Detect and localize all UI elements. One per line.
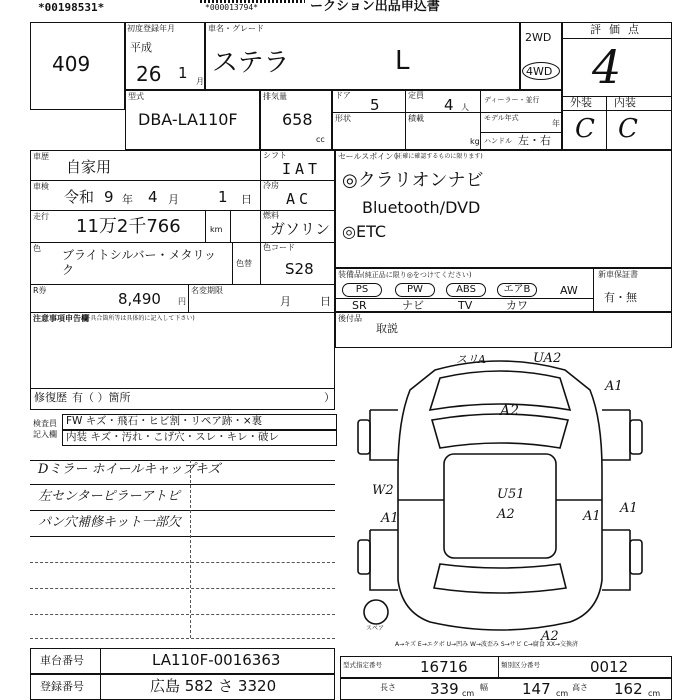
inspection-month: 4 (148, 188, 158, 206)
displacement-label: 排気量 (263, 92, 287, 101)
new-guarantee-label: 新車保証書 (598, 270, 638, 279)
inspection-label: 車検 (33, 182, 49, 191)
form-title: ークション出品申込書 (310, 0, 440, 14)
mileage-value: 11万2千766 (76, 216, 181, 237)
inspection-year: 9 (104, 188, 114, 206)
mileage-unit: km (210, 225, 223, 234)
drive-2wd: 2WD (525, 31, 552, 44)
category-value: 0012 (590, 658, 629, 676)
repair-history-value: 有（ ）箇所 (72, 391, 131, 404)
reg-era: 平成 (130, 41, 152, 54)
sales-points-sublabel: (正確に確認するものに限ります) (394, 153, 483, 160)
inspector-row-2-text: 内装 キズ・汚れ・こげ穴・スレ・キレ・破レ (66, 431, 280, 443)
chassis-label: 車台番号 (40, 654, 84, 667)
shift-value: IAT (282, 160, 322, 178)
equip-ps: PS (342, 283, 382, 297)
usage-label: 車歴 (33, 152, 49, 161)
color-code-label: 色コード (263, 243, 295, 252)
sales-points-label: セールスポイント (338, 152, 402, 161)
name-change-day-unit: 日 (320, 295, 331, 308)
width-label: 幅 (480, 683, 488, 692)
inspection-era: 令和 (64, 188, 95, 206)
equipment-label: 装備品 (338, 270, 362, 279)
handle-value: 左・右 (518, 134, 551, 147)
recycle-value: 8,490 (118, 290, 161, 308)
displacement-value: 658 (282, 110, 313, 129)
exterior-label: 外装 (570, 96, 592, 109)
damage-mark-11: A2 (541, 629, 559, 644)
model-name-label: 車名・グレード (208, 24, 264, 33)
displacement-unit: cc (316, 135, 325, 144)
inspection-month-unit: 月 (168, 193, 179, 206)
inspection-day: 1 (218, 188, 228, 206)
aircon-label: 冷房 (263, 181, 279, 190)
damage-mark-8: U51 (497, 487, 525, 502)
handwritten-note-2: 左センターピラーアトピ (38, 489, 180, 504)
type-designation-label: 型式指定番号 (343, 661, 382, 669)
fuel-label: 燃料 (263, 211, 279, 220)
exterior-grade: C (575, 114, 595, 144)
equip-navi: ナビ (402, 299, 424, 312)
color-change-label: 色替 (236, 259, 252, 268)
height-unit: cm (648, 689, 661, 698)
addons-label: 後付品 (338, 314, 362, 323)
sales-point-3: ◎ETC (342, 222, 387, 241)
repair-history-label: 修復歴 (34, 391, 67, 404)
equip-pw: PW (395, 283, 435, 297)
model-year-label: モデル年式 (484, 114, 519, 122)
addons-value: 取説 (376, 322, 398, 335)
length-unit: cm (462, 689, 475, 698)
doors-value: 5 (370, 96, 380, 114)
inspection-day-unit: 日 (241, 193, 252, 206)
seats-unit: 人 (461, 103, 469, 112)
interior-grade: C (618, 114, 638, 144)
color-label: 色 (33, 244, 41, 253)
name-change-label: 名変期限 (191, 286, 223, 295)
width-value: 147 (522, 680, 551, 698)
handwritten-note-3: パン穴補修キット一部欠 (38, 515, 181, 530)
inspector-row-1-text: FW キズ・飛石・ヒビ割・リペア跡・×裏 (66, 415, 263, 427)
damage-mark-9: A2 (497, 507, 515, 522)
spare-tire-label: スペア (366, 625, 385, 632)
plate-value: 広島 582 さ 3320 (150, 677, 277, 695)
repair-history-close-paren: ） (324, 391, 335, 404)
chassis-value: LA110F-0016363 (152, 651, 281, 669)
height-value: 162 (614, 680, 643, 698)
notes-label: 注意事項申告欄 (33, 314, 89, 323)
new-guarantee-value: 有・無 (604, 291, 637, 304)
reg-year: 26 (136, 62, 162, 86)
length-label: 長さ (380, 683, 396, 692)
sales-point-2: Bluetooth/DVD (362, 198, 481, 217)
recycle-label: R券 (33, 286, 47, 295)
first-reg-label: 初度登録年月 (127, 24, 175, 33)
height-label: 高さ (572, 683, 588, 692)
evaluation-score: 4 (592, 40, 622, 94)
usage-value: 自家用 (66, 158, 112, 176)
damage-legend: A→キズ E→エクボ U→凹み W→波歪み S→サビ C→腐食 XX→交換済 (395, 641, 578, 648)
equipment-sublabel: (純正品に限り◎をつけてください) (362, 271, 472, 279)
notes-sublabel: (不具合箇所等は具体的に記入して下さい) (82, 315, 195, 322)
inspection-year-unit: 年 (122, 193, 133, 206)
model-grade: L (395, 46, 410, 76)
lot-number: 409 (52, 52, 91, 76)
drive-4wd: 4WD (526, 65, 553, 78)
sheet-id: *00198531* (38, 1, 105, 14)
load-label: 積載 (408, 114, 424, 123)
reg-month-unit: 月 (196, 77, 204, 86)
damage-mark-6: W2 (372, 483, 394, 498)
handle-label: ハンドル (484, 137, 512, 145)
shape-label: 形状 (335, 114, 351, 123)
seats-value: 4 (444, 96, 454, 114)
barcode-number: *000013794* (205, 3, 258, 12)
plate-label: 登録番号 (40, 680, 84, 693)
handwritten-note-1: Dミラー ホイールキャップキズ (38, 462, 221, 477)
equip-leather: カワ (506, 299, 528, 312)
reg-month: 1 (178, 64, 188, 82)
length-value: 339 (430, 680, 459, 698)
damage-mark-7: A1 (381, 511, 399, 526)
sales-point-1: ◎クラリオンナビ (342, 170, 484, 191)
damage-mark-2: UA2 (533, 351, 562, 366)
inspector-label: 検査員記入欄 (33, 419, 57, 439)
color-code-value: S28 (285, 260, 314, 278)
equip-sr: SR (352, 299, 367, 312)
interior-label: 内装 (614, 96, 636, 109)
equip-abs: ABS (446, 283, 486, 297)
equip-airbag: エアB (497, 283, 537, 297)
damage-mark-5: A1 (620, 501, 638, 516)
load-unit: kg (470, 137, 480, 146)
type-designation-value: 16716 (420, 658, 468, 676)
width-unit: cm (556, 689, 569, 698)
recycle-unit: 円 (178, 297, 186, 306)
aircon-value: AC (286, 190, 313, 208)
equip-aw: AW (560, 284, 578, 297)
damage-mark-3: A1 (605, 379, 623, 394)
evaluation-label: 評価点 (590, 23, 647, 36)
type-label: 型式 (128, 92, 144, 101)
model-year-unit: 年 (552, 119, 560, 128)
damage-mark-1: スリA (456, 353, 486, 366)
fuel-value: ガソリン (270, 220, 331, 238)
damage-mark-10: A1 (583, 509, 601, 524)
color-value: ブライトシルバー・メタリック (62, 248, 217, 277)
damage-mark-4: A2 (500, 403, 520, 419)
dealer-label: ディーラー・並行 (484, 96, 540, 104)
category-label: 類別区分番号 (501, 661, 540, 669)
mileage-label: 走行 (33, 212, 49, 221)
shift-label: シフト (263, 151, 287, 160)
seats-label: 定員 (408, 91, 424, 100)
name-change-month-unit: 月 (280, 295, 291, 308)
equip-tv: TV (458, 299, 473, 312)
doors-label: ドア (335, 91, 351, 100)
type-value: DBA-LA110F (138, 110, 238, 129)
model-name: ステラ (212, 48, 290, 78)
barcode (200, 0, 305, 3)
